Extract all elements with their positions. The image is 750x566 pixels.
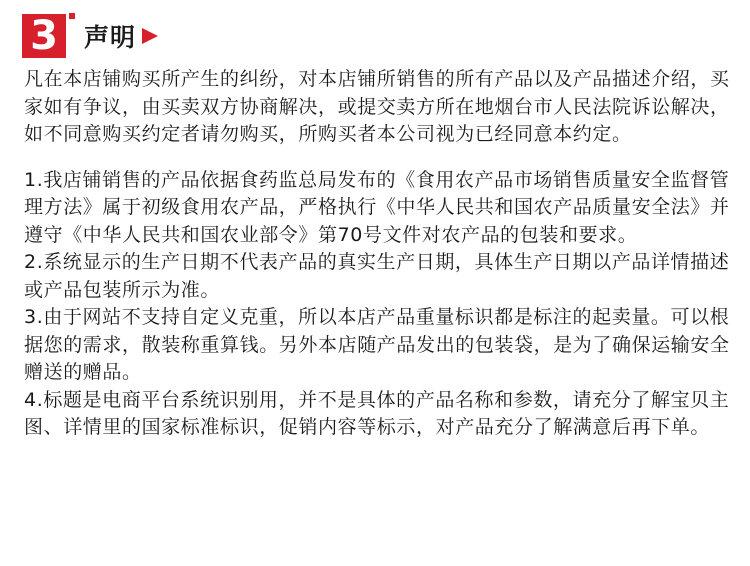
- triangle-right-icon: [142, 28, 158, 44]
- list-item: 2.系统显示的生产日期不代表产品的真实生产日期，具体生产日期以产品详情描述或产品包装所示为准。: [24, 251, 730, 301]
- statement-list: [24, 167, 740, 442]
- list-item: 4.标题是电商平台系统识别用，并不是具体的产品名称和参数，请充分了解宝贝主图、详情里的国家标准标识，促销内容等标示，对产品充分了解满意后再下单。: [24, 388, 730, 438]
- section-header: [22, 14, 158, 58]
- list-item: 1.我店铺销售的产品依据食药监总局发布的《食用农产品市场销售质量安全监督管理方法》属于初级食用农产品，严格执行《中华人民共和国农产品质量安全法》并遵守《中华人民共和国农业部令》第70号文件对农产品的包装和要求。: [24, 168, 730, 246]
- statement-content: [24, 66, 740, 442]
- intro-paragraph: 凡在本店铺购买所产生的纠纷，对本店铺所销售的所有产品以及产品描述介绍，买家如有争议，由买卖双方协商解决，或提交卖方所在地烟台市人民法院诉讼解决，如不同意购买约定者请勿购买，所购买者本公司视为已经同意本约定。: [24, 68, 730, 145]
- section-title: 声明: [84, 23, 137, 52]
- badge-corner-square: [69, 13, 75, 19]
- section-number: 3: [30, 13, 58, 59]
- section-number-badge: [22, 14, 66, 58]
- list-item: 3.由于网站不支持自定义克重，所以本店产品重量标识都是标注的起卖量。可以根据您的需求，散装称重算钱。另外本店随产品发出的包装袋，是为了确保运输安全赠送的赠品。: [24, 306, 730, 383]
